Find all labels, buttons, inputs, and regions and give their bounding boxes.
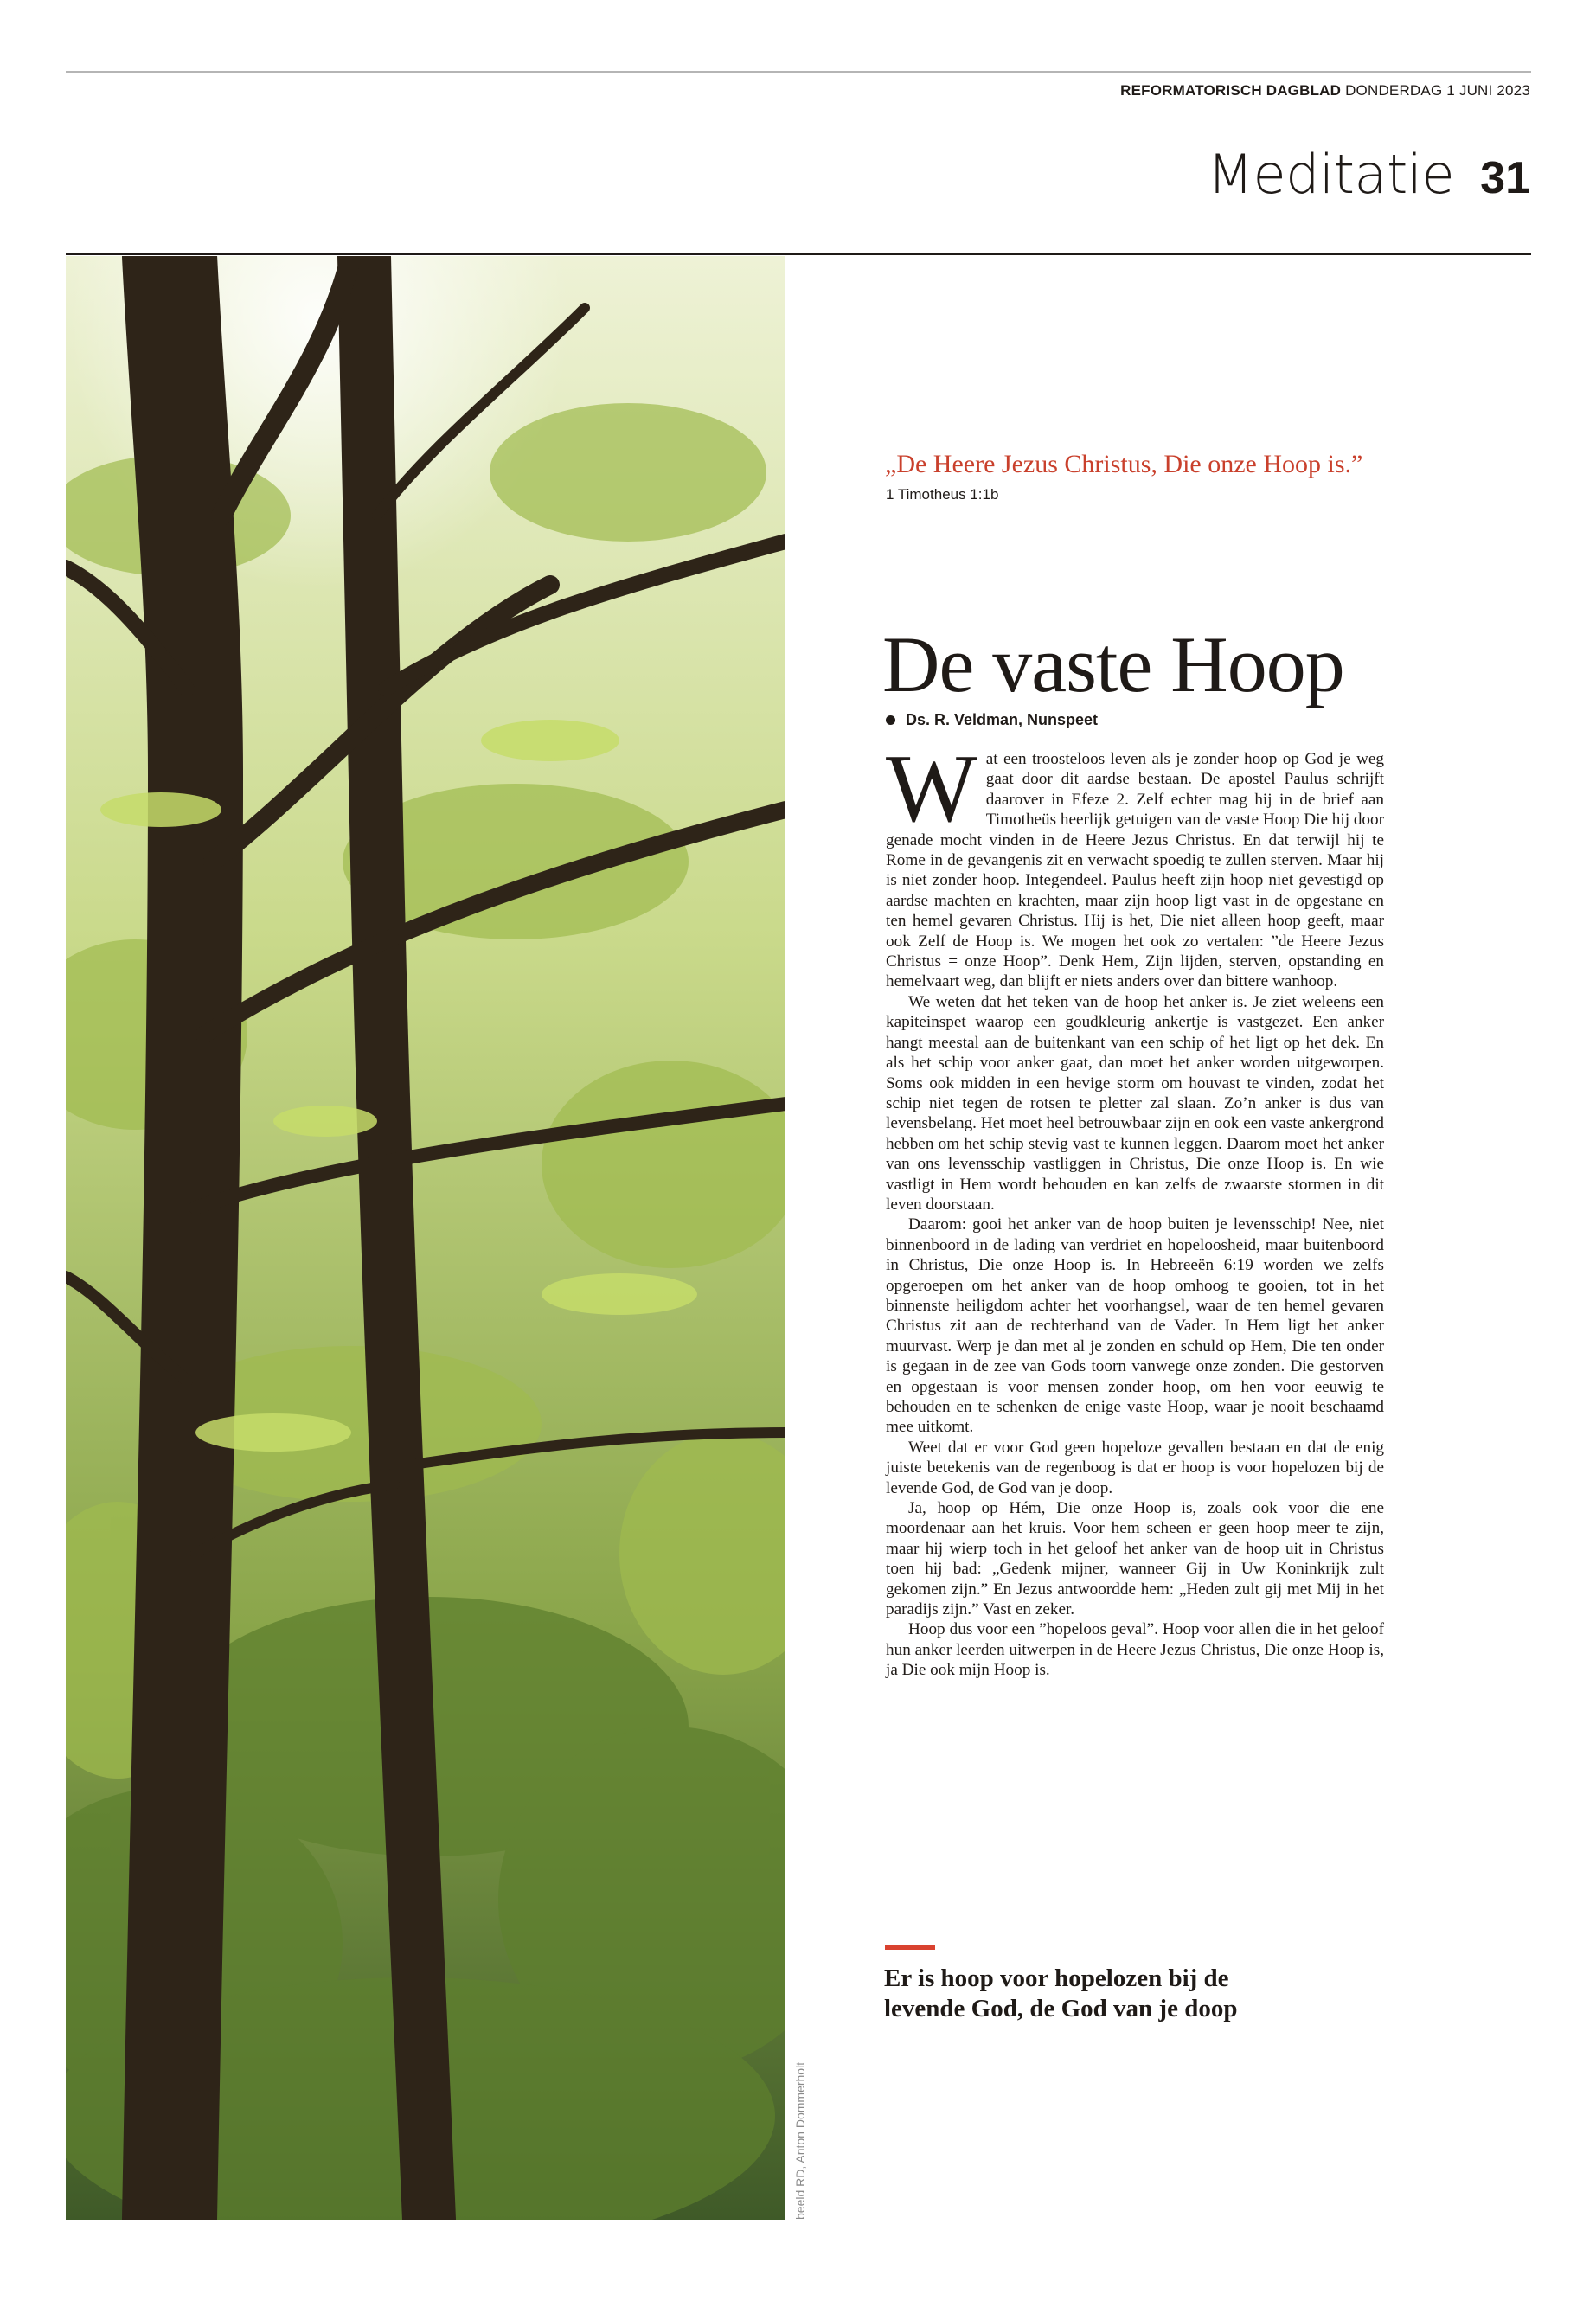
page-number: 31 bbox=[1480, 153, 1530, 203]
photo-credit: beeld RD, Anton Dommerholt bbox=[793, 2061, 807, 2220]
article-body bbox=[886, 735, 1384, 1681]
section-header bbox=[1207, 143, 1530, 206]
paragraph: Ja, hoop op Hém, Die onze Hoop is, zoals ook voor die ene moordenaar aan het kruis. Voor hem scheen er geen hoop meer te zijn, maar hij wierp toch in het geloof het anker van de hoop uit in Christus toen hij bad: „Gedenk mijner, wanneer Gij in Uw Koninkrijk zult gekomen zijn.” En Jezus antwoordde hem: „Heden zult gij met Mij in het paradijs zijn.” Vast en zeker. bbox=[886, 1499, 1384, 1619]
section-rule bbox=[66, 253, 1531, 255]
tree-photo bbox=[66, 256, 785, 2220]
bible-quote: „De Heere Jezus Christus, Die onze Hoop is.” bbox=[885, 450, 1363, 478]
byline bbox=[886, 711, 1098, 729]
accent-bar bbox=[885, 1945, 935, 1950]
bible-reference: 1 Timotheus 1:1b bbox=[886, 486, 999, 503]
author: Ds. R. Veldman, Nunspeet bbox=[906, 711, 1099, 728]
publication-name: REFORMATORISCH DAGBLAD bbox=[1120, 82, 1342, 99]
section-name: Meditatie bbox=[1207, 143, 1455, 206]
article-title: De vaste Hoop bbox=[882, 619, 1344, 708]
pull-quote: Er is hoop voor hopelozen bij de levende God, de God van je doop bbox=[884, 1965, 1238, 2022]
drop-cap: W bbox=[886, 735, 977, 843]
dateline bbox=[1120, 82, 1530, 99]
paragraph: Hoop dus voor een ”hopeloos geval”. Hoop voor allen die in het geloof hun anker leerden uitwerpen in de Heere Jezus Christus, Die onze Hoop is, ja Die ook mijn Hoop is. bbox=[886, 1620, 1384, 1680]
bullet-icon bbox=[886, 715, 895, 725]
paragraph: Weet dat er voor God geen hopeloze gevallen bestaan en dat de enig juiste betekenis van de regenboog is dat er hoop is voor hopelozen bij de levende God, de God van je doop. bbox=[886, 1438, 1384, 1497]
publication-date: DONDERDAG 1 JUNI 2023 bbox=[1345, 82, 1530, 99]
tree-illustration bbox=[66, 256, 785, 2220]
paragraph bbox=[886, 735, 1384, 992]
top-rule bbox=[66, 71, 1531, 73]
paragraph-text: at een troosteloos leven als je zonder hoop op God je weg gaat door dit aardse bestaan. De apostel Paulus schrijft daarover in Efeze 2. Zelf echter mag hij in de brief aan Timotheüs heerlijk getuigen van de vaste Hoop Die hij door genade mocht vinden in de Heere Jezus Christus. En dat terwijl hij te Rome in de gevangenis zit en verwacht spoedig te zullen sterven. Maar hij is niet zonder hoop. Integendeel. Paulus heeft zijn hoop niet gevestigd op aardse machten en krachten, maar zijn hoop ligt vast in de opgestane en ten hemel gevaren Christus. Hij is het, Die niet alleen hoop geeft, maar ook Zelf de Hoop is. We mogen het ook zo vertalen: ”de Heere Jezus Christus = onze Hoop”. Denk Hem, Zijn lijden, sterven, opstanding en hemelvaart weg, dan blijft er niets anders over dan bittere wanhoop. bbox=[886, 750, 1384, 991]
paragraph: We weten dat het teken van de hoop het anker is. Je ziet weleens een kapiteinspet waarop een goudkleurig ankertje is vastgezet. Een anker hangt meestal aan de buitenkant van een schip of het ligt op het dek. En als het schip voor anker gaat, dan moet het anker worden uitgeworpen. Soms ook midden in een hevige storm om houvast te vinden, zodat het schip niet tegen de rotsen te pletter zal slaan. Zo’n anker is dus van levensbelang. Het moet heel betrouwbaar zijn en ook een vaste ankergrond hebben om het schip stevig vast te kunnen leggen. Daarom moet het anker van ons levensschip vastliggen in Christus, Die onze Hoop is. En wie vastligt in Hem wordt behouden en kan zelfs de zwaarste stormen in dit leven doorstaan. bbox=[886, 992, 1384, 1214]
paragraph: Daarom: gooi het anker van de hoop buiten je levensschip! Nee, niet binnenboord in de lading van verdriet en hopeloosheid, maar buitenboord in Christus, Die onze Hoop is. In Hebreeën 6:19 worden we zelfs opgeroepen om het anker van de hoop omhoog te gooien, tot in het binnenste heiligdom achter het voorhangsel, waar de ten hemel gevaren Christus zit aan de rechterhand van de Vader. In Hem ligt het anker muurvast. Werp je dan met al je zonden en schuld op Hem, Die ten onder is gegaan in de zee van Gods toorn vanwege onze zonden. Die gestorven en opgestaan is voor mensen zonder hoop, om hen voor eeuwig te behouden en te schenken de enige vaste Hoop, waar je nooit beschaamd mee uitkomt. bbox=[886, 1215, 1384, 1437]
